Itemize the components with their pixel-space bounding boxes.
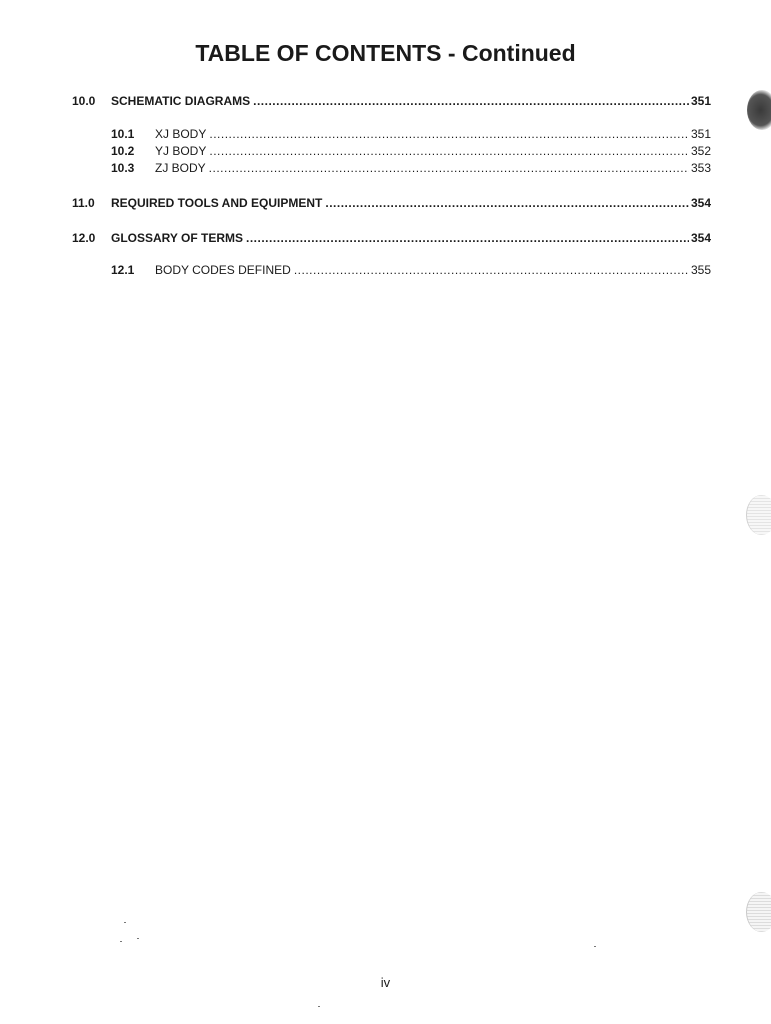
toc-entry-title: YJ BODY [155, 144, 207, 158]
toc-entry-page: 351 [690, 127, 711, 141]
scan-speck [594, 946, 596, 947]
toc-entry-number: 10.1 [111, 127, 135, 141]
scan-speck [137, 938, 139, 939]
toc-entry-title: REQUIRED TOOLS AND EQUIPMENT [111, 196, 323, 210]
toc-subentry[interactable] [111, 263, 711, 278]
binder-hole [746, 892, 771, 932]
toc-entry[interactable] [72, 231, 711, 246]
toc-leader-dots [209, 144, 689, 159]
toc-subentry[interactable] [111, 144, 711, 159]
toc-entry-title: SCHEMATIC DIAGRAMS [111, 94, 251, 108]
page-title: TABLE OF CONTENTS - Continued [195, 40, 576, 66]
toc-entry-page: 351 [690, 94, 711, 108]
toc-leader-dots [246, 231, 689, 246]
toc-leader-dots [325, 196, 689, 211]
toc-entry-number: 11.0 [72, 196, 95, 210]
toc-entry-number: 10.2 [111, 144, 135, 158]
scan-speck [124, 922, 126, 923]
toc-entry-page: 355 [690, 263, 711, 277]
toc-entry[interactable] [72, 94, 711, 109]
toc-leader-dots [209, 127, 689, 142]
toc-entry-title: BODY CODES DEFINED [155, 263, 291, 277]
toc-entry[interactable] [72, 196, 711, 211]
toc-entry-page: 353 [690, 161, 711, 175]
toc-entry-title: XJ BODY [155, 127, 207, 141]
toc-entry-page: 352 [690, 144, 711, 158]
toc-subentry[interactable] [111, 127, 711, 142]
binder-hole [746, 495, 771, 535]
toc-entry-title: ZJ BODY [155, 161, 206, 175]
toc-entry-number: 12.0 [72, 231, 96, 245]
toc-entry-number: 12.1 [111, 263, 135, 277]
page-number: iv [380, 975, 391, 990]
toc-leader-dots [253, 94, 689, 109]
scan-speck [318, 1006, 320, 1007]
toc-entry-page: 354 [690, 196, 711, 210]
toc-entry-number: 10.3 [111, 161, 135, 175]
toc-entry-number: 10.0 [72, 94, 96, 108]
toc-leader-dots [294, 263, 689, 278]
toc-subentry[interactable] [111, 161, 711, 176]
scan-speck [120, 941, 122, 942]
toc-entry-title: GLOSSARY OF TERMS [111, 231, 244, 245]
toc-leader-dots [209, 161, 689, 176]
toc-entry-page: 354 [690, 231, 711, 245]
binder-hole [747, 90, 771, 130]
